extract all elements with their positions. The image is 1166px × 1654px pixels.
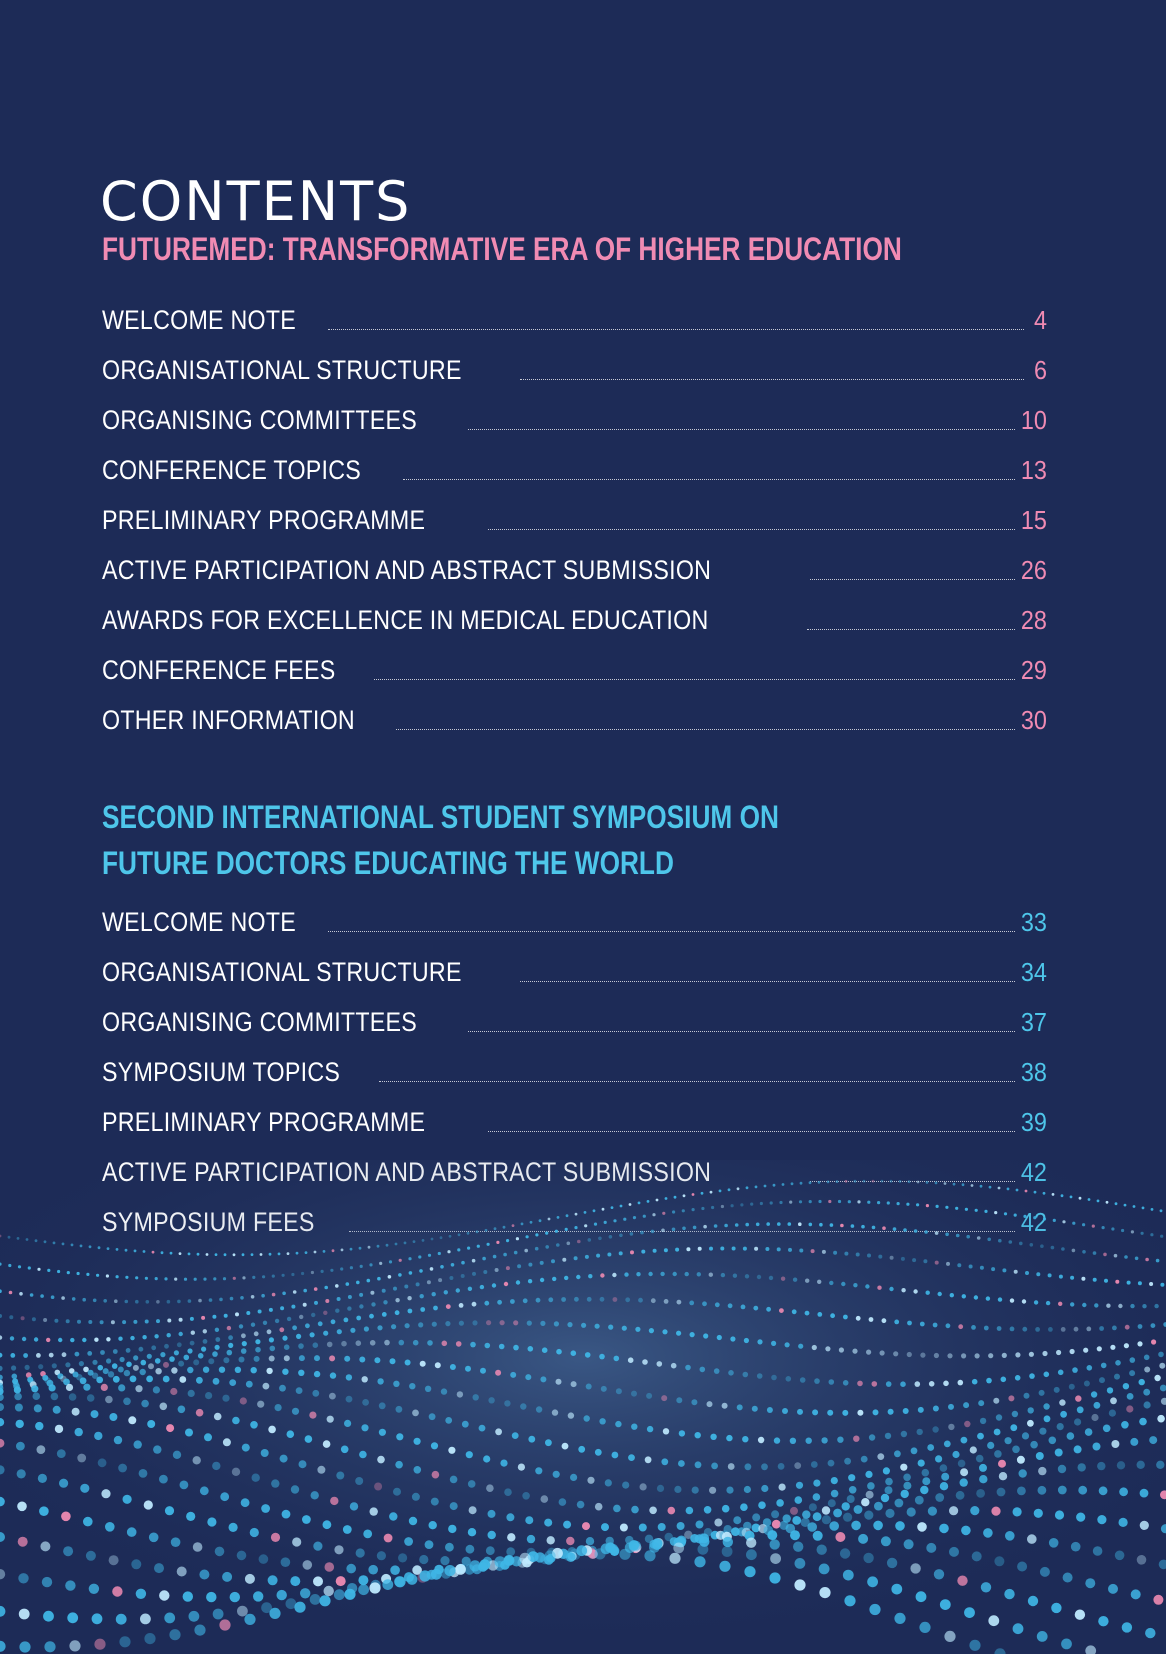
toc-entry-page: 37: [1020, 1007, 1047, 1037]
dot-leader: [374, 678, 1016, 680]
toc-entry[interactable]: [102, 939, 1047, 989]
toc-entry[interactable]: [102, 487, 1047, 537]
toc-entry[interactable]: [102, 637, 1047, 687]
dot-leader: [807, 628, 1015, 630]
toc-entry[interactable]: [102, 1089, 1047, 1139]
dot-leader: [403, 478, 1015, 480]
toc-entry-label: PRELIMINARY PROGRAMME: [102, 1107, 426, 1137]
toc-entry-page: 10: [1020, 405, 1047, 435]
dot-leader: [488, 1130, 1015, 1132]
dot-leader: [468, 428, 1015, 430]
toc-entry-page: 34: [1020, 957, 1047, 987]
toc-entry[interactable]: [102, 337, 1047, 387]
toc-entry-page: 6: [1033, 355, 1047, 385]
toc-entry-page: 26: [1020, 555, 1047, 585]
toc-entry[interactable]: [102, 287, 1047, 337]
toc-entry-page: 4: [1033, 305, 1047, 335]
toc-entry[interactable]: [102, 537, 1047, 587]
toc-entry-label: ORGANISATIONAL STRUCTURE: [102, 957, 462, 987]
toc-entry-page: 15: [1020, 505, 1047, 535]
dot-leader: [396, 728, 1015, 730]
toc-entry[interactable]: [102, 387, 1047, 437]
toc-entry[interactable]: [102, 587, 1047, 637]
toc-entry-label: PRELIMINARY PROGRAMME: [102, 505, 426, 535]
section-heading-symposium-line1: SECOND INTERNATIONAL STUDENT SYMPOSIUM ON: [102, 799, 779, 835]
toc-entry-page: 38: [1020, 1057, 1047, 1087]
toc-entry-label: AWARDS FOR EXCELLENCE IN MEDICAL EDUCATION: [102, 605, 709, 635]
dot-leader: [520, 378, 1024, 380]
toc-entry[interactable]: [102, 437, 1047, 487]
dot-leader: [328, 328, 1024, 330]
toc-entry-label: CONFERENCE FEES: [102, 655, 336, 685]
toc-entry-page: 13: [1020, 455, 1047, 485]
toc-entry-label: WELCOME NOTE: [102, 305, 297, 335]
toc-entry-label: SYMPOSIUM TOPICS: [102, 1057, 341, 1087]
toc-entry[interactable]: [102, 687, 1047, 737]
toc-entry-label: ORGANISATIONAL STRUCTURE: [102, 355, 462, 385]
section-heading-symposium-line2: FUTURE DOCTORS EDUCATING THE WORLD: [102, 845, 674, 881]
dot-leader: [468, 1030, 1015, 1032]
toc-entry[interactable]: [102, 889, 1047, 939]
toc-entry-page: 29: [1020, 655, 1047, 685]
toc-entry-page: 28: [1020, 605, 1047, 635]
toc-entry-page: 30: [1020, 705, 1047, 735]
section-heading-futuremed: FUTUREMED: TRANSFORMATIVE ERA OF HIGHER EDUCATION: [102, 231, 902, 267]
page-title: CONTENTS: [100, 170, 412, 233]
dot-leader: [488, 528, 1015, 530]
particle-wave-icon: [0, 1160, 1166, 1654]
toc-entry[interactable]: [102, 989, 1047, 1039]
toc-entry-label: ORGANISING COMMITTEES: [102, 1007, 418, 1037]
toc-entry-label: WELCOME NOTE: [102, 907, 297, 937]
dot-leader: [520, 980, 1015, 982]
dot-leader: [379, 1080, 1015, 1082]
dot-leader: [810, 578, 1015, 580]
toc-entry[interactable]: [102, 1039, 1047, 1089]
toc-entry-label: ACTIVE PARTICIPATION AND ABSTRACT SUBMISSION: [102, 555, 712, 585]
toc-list-futuremed: [102, 287, 1047, 737]
toc-entry-page: 33: [1020, 907, 1047, 937]
toc-entry-label: CONFERENCE TOPICS: [102, 455, 361, 485]
toc-entry-label: ORGANISING COMMITTEES: [102, 405, 418, 435]
toc-entry-page: 39: [1020, 1107, 1047, 1137]
dot-leader: [328, 930, 1015, 932]
toc-entry-label: OTHER INFORMATION: [102, 705, 355, 735]
